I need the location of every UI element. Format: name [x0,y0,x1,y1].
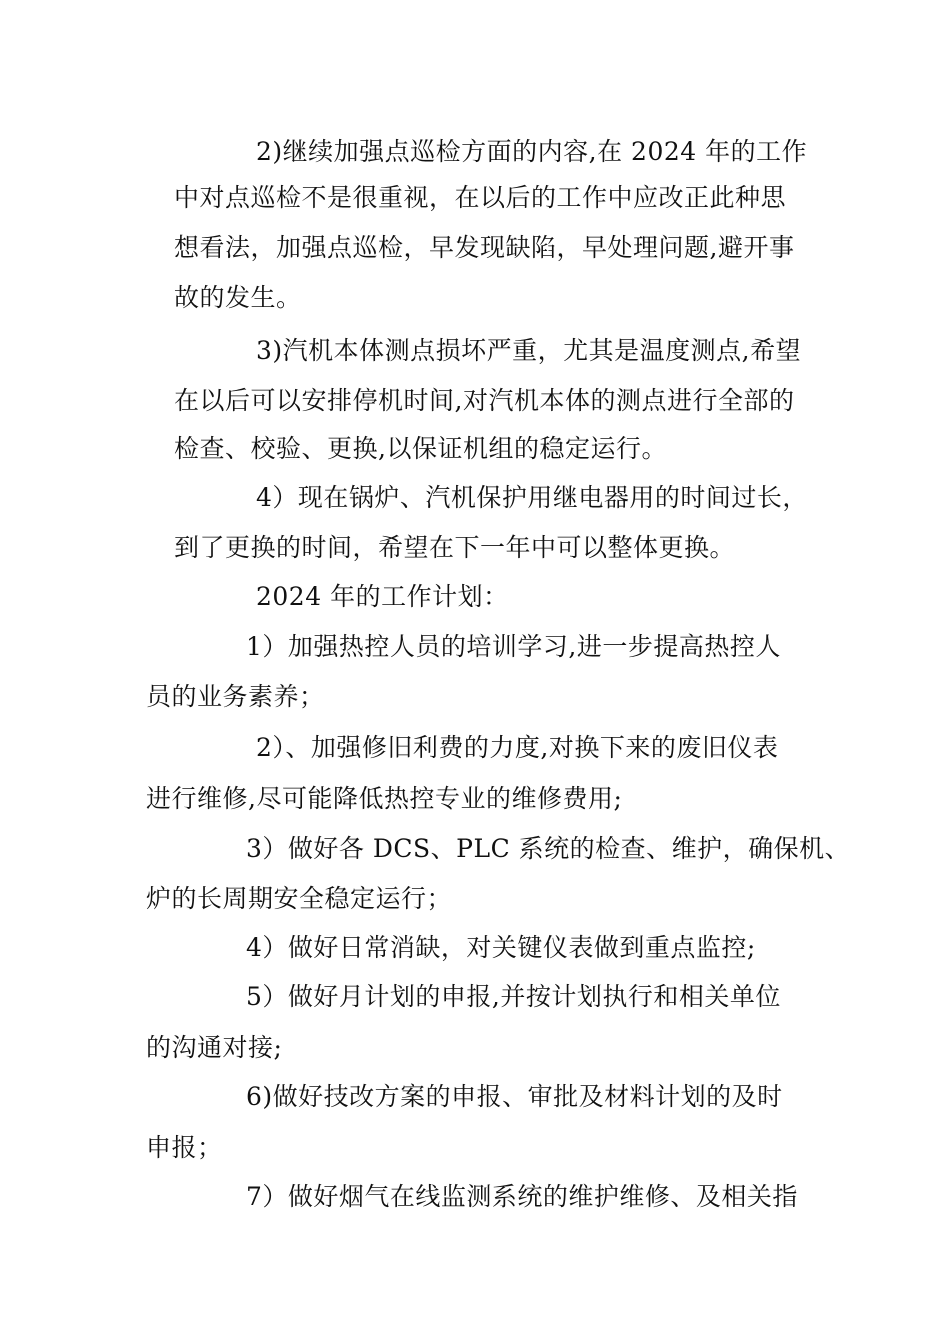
text-line: 炉的长周期安全稳定运行； [146,884,453,913]
text-line: 想看法，加强点巡检，早发现缺陷，早处理问题,避开事 [174,233,795,262]
text-line: 4）现在锅炉、汽机保护用继电器用的时间过长， [256,483,808,512]
text-line: 员的业务素养； [146,682,325,711]
text-line: 的沟通对接; [146,1033,283,1062]
text-line: 中对点巡检不是很重视，在以后的工作中应改正此种思 [174,183,787,212]
text-line: 申报； [146,1133,223,1162]
text-line: 2）、加强修旧利费的力度,对换下来的废旧仪表 [256,733,779,762]
text-line: 在以后可以安排停机时间,对汽机本体的测点进行全部的 [174,386,795,415]
text-line: 故的发生。 [174,283,302,312]
text-line: 进行维修,尽可能降低热控专业的维修费用; [146,784,623,813]
text-line: 7）做好烟气在线监测系统的维护维修、及相关指 [246,1182,798,1211]
text-line: 5）做好月计划的申报,并按计划执行和相关单位 [246,982,781,1011]
text-line: 6)做好技改方案的申报、审批及材料计划的及时 [246,1082,783,1111]
text-line: 1）加强热控人员的培训学习,进一步提高热控人 [246,632,781,661]
text-line: 4）做好日常消缺，对关键仪表做到重点监控; [246,933,756,962]
text-line: 3)汽机本体测点损坏严重，尤其是温度测点,希望 [256,336,802,365]
text-line: 2)继续加强点巡检方面的内容,在 2024 年的工作 [256,137,808,166]
section-heading: 2024 年的工作计划： [256,582,509,611]
text-line: 到了更换的时间，希望在下一年中可以整体更换。 [174,533,736,562]
text-line: 3）做好各 DCS、PLC 系统的检查、维护，确保机、 [246,834,851,863]
text-line: 检查、校验、更换,以保证机组的稳定运行。 [174,434,667,463]
